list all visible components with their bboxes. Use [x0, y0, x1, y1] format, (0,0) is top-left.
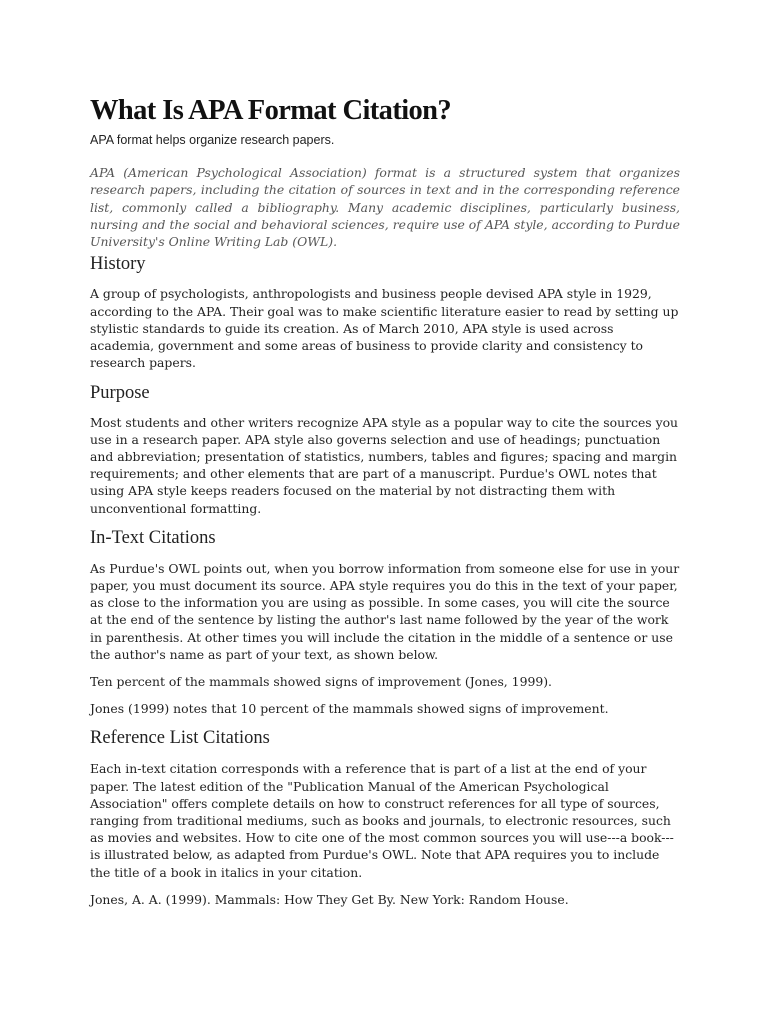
section-heading-purpose: Purpose — [90, 382, 150, 403]
purpose-paragraph: Most students and other writers recognize APA style as a popular way to cite the sources you use in a research paper. APA style also governs selection and use of headings; punctuation and abbreviation; presentation of statistics, numbers, tables and figures; spacing and margin requirements; and other elements that are part of a manuscript. Purdue's OWL notes that using APA style keeps readers focused on the material by not distracting them with unconventional formatting. — [90, 414, 679, 516]
section-heading-reference-list: Reference List Citations — [90, 728, 270, 749]
in-text-example-1: Ten percent of the mammals showed signs of improvement (Jones, 1999). — [90, 673, 552, 689]
page-subtitle: APA format helps organize research papers. — [90, 133, 335, 147]
reference-example: Jones, A. A. (1999). Mammals: How They Get By. New York: Random House. — [90, 891, 569, 907]
in-text-paragraph: As Purdue's OWL points out, when you borrow information from someone else for use in your paper, you must document its source. APA style requires you do this in the text of your paper, as close to the information you are using as possible. In some cases, you will cite the source at the end of the sentence by listing the author's last name followed by the year of the work in parenthesis. At other times you will include the citation in the middle of a sentence or use the author's name as part of your text, as shown below. — [90, 560, 680, 662]
reference-list-paragraph: Each in-text citation corresponds with a reference that is part of a list at the end of your paper. The latest edition of the "Publication Manual of the American Psychological Association" offers complete details on how to construct references for all type of sources, ranging from traditional mediums, such as books and journals, to electronic resources, such as movies and websites. How to cite one of the most common sources you will use---a book---is illustrated below, as adapted from Purdue's OWL. Note that APA requires you to include the title of a book in italics in your citation. — [90, 761, 674, 880]
section-heading-in-text-citations: In-Text Citations — [90, 527, 216, 548]
in-text-example-2: Jones (1999) notes that 10 percent of the mammals showed signs of improvement. — [90, 701, 609, 717]
section-heading-history: History — [90, 254, 146, 275]
document-page — [90, 92, 680, 908]
intro-paragraph: APA (American Psychological Association) format is a structured system that organizes research papers, including the citation of sources in text and in the corresponding reference list, commonly called a bibliography. Many academic disciplines, particularly business, nursing and the social and behavioral sciences, require use of APA style, according to Purdue University's Online Writing Lab (OWL). — [90, 165, 680, 250]
page-title: What Is APA Format Citation? — [90, 95, 452, 126]
history-paragraph: A group of psychologists, anthropologists and business people devised APA style in 1929, according to the APA. Their goal was to make scientific literature easier to read by setting up stylistic standards to guide its creation. As of March 2010, APA style is used across academia, government and some areas of business to provide clarity and consistency to research papers. — [90, 286, 679, 371]
